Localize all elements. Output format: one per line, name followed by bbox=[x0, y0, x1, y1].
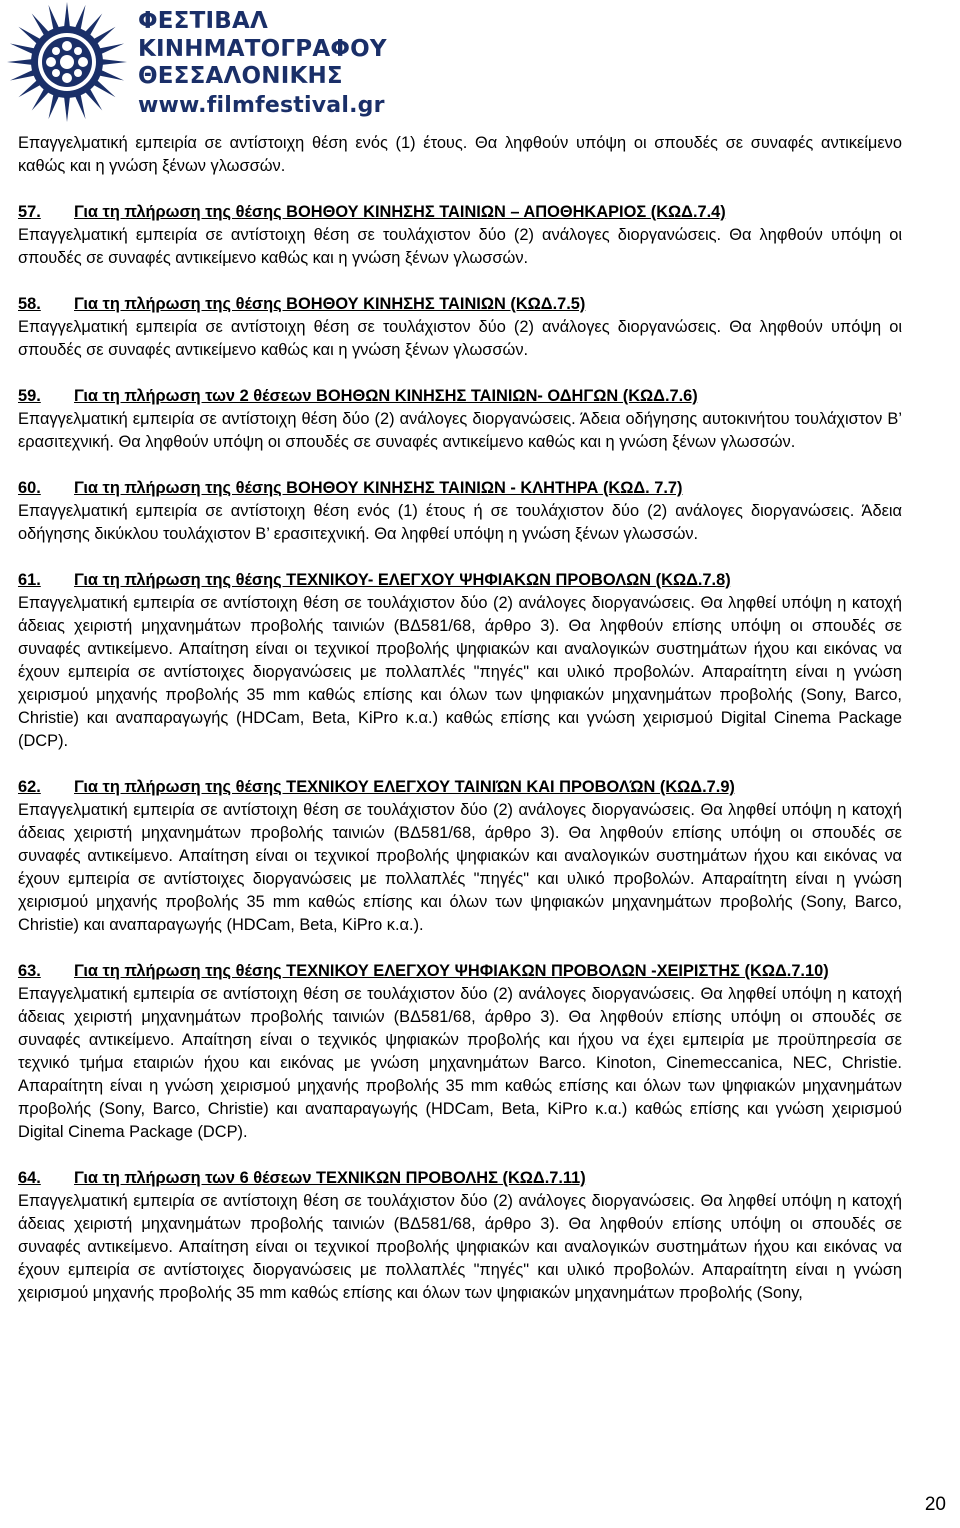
section-title: Για τη πλήρωση της θέσης ΤΕΧΝΙΚΟΥ ΕΛΕΓΧΟΥ ΨΗΦΙΑΚΩΝ ΠΡΟΒΟΛΩΝ -ΧΕΙΡΙΣΤΗΣ (ΚΩΔ.7.10) bbox=[74, 962, 829, 980]
festival-url: www.filmfestival.gr bbox=[138, 92, 385, 118]
logo-ray bbox=[10, 43, 36, 54]
section-body: Επαγγελματική εμπειρία σε αντίστοιχη θέση σε τουλάχιστον δύο (2) ανάλογες διοργανώσεις. Θα ληφθεί υπόψη η κατοχή άδειας χειριστή μηχανημάτων προβολής ταινιών (ΒΔ581/68, άρθρο 3). Θα ληφθούν επίσης υπόψη οι σπουδές σε συναφές αντικείμενο. Απαίτηση είναι οι τεχνικοί προβολής ψηφιακών και αναλογικών συστημάτων ήχου και εικόνας να έχουν εμπειρία σε αντίστοιχες διοργανώσεις με πολλαπλές "πηγές" και υλικό προβολών. Απαραίτητη είναι η γνώση χειρισμού μηχανής προβολής 35 mm καθώς επίσης και όλων των ψηφιακών μηχανημάτων προβολής (Sony, bbox=[18, 1192, 902, 1302]
section-60 bbox=[18, 477, 902, 546]
section-title: Για τη πλήρωση της θέσης ΒΟΗΘΟΥ ΚΙΝΗΣΗΣ ΤΑΙΝΙΩΝ (ΚΩΔ.7.5) bbox=[74, 295, 586, 313]
section-heading bbox=[18, 477, 902, 500]
logo-ray bbox=[64, 2, 70, 28]
section-title: Για τη πλήρωση της θέσης ΤΕΧΝΙΚΟΥ ΕΛΕΓΧΟΥ ΤΑΙΝΙΏΝ ΚΑΙ ΠΡΟΒΟΛΏΝ (ΚΩΔ.7.9) bbox=[74, 778, 735, 796]
section-58 bbox=[18, 293, 902, 362]
section-body: Επαγγελματική εμπειρία σε αντίστοιχη θέση σε τουλάχιστον δύο (2) ανάλογες διοργανώσεις. Θα ληφθεί υπόψη η κατοχή άδειας χειριστή μηχανημάτων προβολής ταινιών (ΒΔ581/68, άρθρο 3). Θα ληφθούν επίσης υπόψη οι σπουδές σε συναφές αντικείμενο. Απαίτηση είναι οι τεχνικοί προβολής ψηφιακών και αναλογικών συστημάτων ήχου και εικόνας να έχουν εμπειρία σε αντίστοιχες διοργανώσεις με πολλαπλές "πηγές" και υλικό προβολών. Απαραίτητη είναι η γνώση χειρισμού μηχανής προβολής 35 mm καθώς επίσης και όλων των ψηφιακών μηχανημάτων προβολής (Sony, Barco, Christie) και αναπαραγωγής (HDCam, Beta, KiPro κ.α.). bbox=[18, 801, 902, 934]
section-64 bbox=[18, 1167, 902, 1305]
section-number: 57. bbox=[18, 203, 41, 221]
section-number: 58. bbox=[18, 295, 41, 313]
logo-ray bbox=[98, 70, 124, 81]
section-59 bbox=[18, 385, 902, 454]
logo-ray bbox=[101, 59, 127, 65]
section-title: Για τη πλήρωση της θέσης ΒΟΗΘΟΥ ΚΙΝΗΣΗΣ ΤΑΙΝΙΩΝ - ΚΛΗΤΗΡΑ (ΚΩΔ. 7.7) bbox=[74, 479, 683, 497]
section-body: Επαγγελματική εμπειρία σε αντίστοιχη θέση σε τουλάχιστον δύο (2) ανάλογες διοργανώσεις. Θα ληφθεί υπόψη η κατοχή άδειας χειριστή μηχανημάτων προβολής ταινιών (ΒΔ581/68, άρθρο 3). Θα ληφθούν επίσης υπόψη οι σπουδές σε συναφές αντικείμενο. Απαίτηση είναι οι τεχνικοί προβολής ψηφιακών και αναλογικών συστημάτων ήχου και εικόνας να έχουν εμπειρία σε αντίστοιχες διοργανώσεις με πολλαπλές "πηγές" και υλικό προβολών. Απαραίτητη είναι η γνώση χειρισμού μηχανής προβολής 35 mm καθώς επίσης και όλων των ψηφιακών μηχανημάτων προβολής (Sony, Barco, Christie) και αναπαραγωγής (HDCam, Beta, KiPro κ.α.) καθώς επίσης και γνώση χειρισμού Digital Cinema Package (DCP). bbox=[18, 594, 902, 750]
section-heading bbox=[18, 569, 902, 592]
section-number: 63. bbox=[18, 962, 41, 980]
logo-ray bbox=[7, 59, 33, 65]
section-heading bbox=[18, 385, 902, 408]
section-title: Για τη πλήρωση της θέσης ΤΕΧΝΙΚΟΥ- ΕΛΕΓΧΟΥ ΨΗΦΙΑΚΩΝ ΠΡΟΒΟΛΩΝ (ΚΩΔ.7.8) bbox=[74, 571, 731, 589]
logo-ray bbox=[98, 43, 124, 54]
section-body: Επαγγελματική εμπειρία σε αντίστοιχη θέση δύο (2) ανάλογες διοργανώσεις. Άδεια οδήγησης αυτοκινήτου τουλάχιστον Β’ ερασιτεχνική. Θα ληφθούν υπόψη οι σπουδές σε συναφές αντικείμενο καθώς και η γνώση ξένων γλωσσών. bbox=[18, 410, 902, 451]
section-heading bbox=[18, 960, 902, 983]
logo-ray bbox=[48, 5, 59, 31]
intro-paragraph: Επαγγελματική εμπειρία σε αντίστοιχη θέση ενός (1) έτους. Θα ληφθούν υπόψη οι σπουδές σε συναφές αντικείμενο καθώς και η γνώση ξένων γλωσσών. bbox=[18, 134, 902, 175]
section-62 bbox=[18, 776, 902, 937]
section-title: Για τη πλήρωση των 2 θέσεων ΒΟΗΘΩΝ ΚΙΝΗΣΗΣ ΤΑΙΝΙΩΝ- ΟΔΗΓΩΝ (ΚΩΔ.7.6) bbox=[74, 387, 698, 405]
section-heading bbox=[18, 201, 902, 224]
section-number: 60. bbox=[18, 479, 41, 497]
section-heading bbox=[18, 1167, 902, 1190]
section-number: 59. bbox=[18, 387, 41, 405]
section-63 bbox=[18, 960, 902, 1144]
section-body: Επαγγελματική εμπειρία σε αντίστοιχη θέση σε τουλάχιστον δύο (2) ανάλογες διοργανώσεις. Θα ληφθούν υπόψη οι σπουδές σε συναφές αντικείμενο καθώς και η γνώση ξένων γλωσσών. bbox=[18, 226, 902, 267]
page-number: 20 bbox=[924, 1494, 946, 1515]
logo-line-1: ΦΕΣΤΙΒΑΛ bbox=[138, 8, 268, 34]
section-number: 64. bbox=[18, 1169, 41, 1187]
section-body: Επαγγελματική εμπειρία σε αντίστοιχη θέση σε τουλάχιστον δύο (2) ανάλογες διοργανώσεις. Θα ληφθούν υπόψη οι σπουδές σε συναφές αντικείμενο καθώς και η γνώση ξένων γλωσσών. bbox=[18, 318, 902, 359]
logo-ray bbox=[64, 96, 70, 122]
section-body: Επαγγελματική εμπειρία σε αντίστοιχη θέση ενός (1) έτους ή σε τουλάχιστον δύο (2) ανάλογες διοργανώσεις. Άδεια οδήγησης δικύκλου τουλάχιστον Β’ ερασιτεχνική. Θα ληφθεί υπόψη η γνώση ξένων γλωσσών. bbox=[18, 502, 902, 543]
section-body: Επαγγελματική εμπειρία σε αντίστοιχη θέση σε τουλάχιστον δύο (2) ανάλογες διοργανώσεις. Θα ληφθεί υπόψη η κατοχή άδειας χειριστή μηχανημάτων προβολής ταινιών (ΒΔ581/68, άρθρο 3). Θα ληφθούν επίσης υπόψη οι σπουδές σε συναφές αντικείμενο. Απαίτηση είναι ο τεχνικός ψηφιακών προβολής και ήχου να έχει εμπειρία με προϋπηρεσία σε τεχνικό τμήμα εταιριών ήχου και εικόνας με γνώση μηχανημάτων Barco. Kinoton, Cinemeccanica, NEC, Christie. Απαραίτητη είναι η γνώση χειρισμού μηχανής προβολής 35 mm καθώς επίσης και όλων των ψηφιακών μηχανημάτων προβολής (Sony, Barco, Christie) και αναπαραγωγής (HDCam, Beta, KiPro κ.α.) καθώς επίσης και γνώση χειρισμού Digital Cinema Package (DCP). bbox=[18, 985, 902, 1141]
section-57 bbox=[18, 201, 902, 270]
section-heading bbox=[18, 293, 902, 316]
festival-logo-text bbox=[138, 8, 387, 119]
logo-line-3: ΘΕΣΣΑΛΟΝΙΚΗΣ bbox=[138, 63, 343, 89]
logo-ray bbox=[75, 93, 86, 119]
logo-ray bbox=[10, 70, 36, 81]
logo-ray bbox=[75, 5, 86, 31]
sun-reel-logo-icon bbox=[4, 0, 130, 124]
logo-line-2: ΚΙΝΗΜΑΤΟΓΡΑΦΟΥ bbox=[138, 35, 387, 62]
section-61 bbox=[18, 569, 902, 753]
section-title: Για τη πλήρωση της θέσης ΒΟΗΘΟΥ ΚΙΝΗΣΗΣ ΤΑΙΝΙΩΝ – ΑΠΟΘΗΚΑΡΙΟΣ (ΚΩΔ.7.4) bbox=[74, 203, 726, 221]
page-header bbox=[0, 0, 400, 126]
section-number: 61. bbox=[18, 571, 41, 589]
section-heading bbox=[18, 776, 902, 799]
document-body bbox=[18, 132, 902, 1305]
logo-ray bbox=[48, 93, 59, 119]
section-number: 62. bbox=[18, 778, 41, 796]
section-title: Για τη πλήρωση των 6 θέσεων ΤΕΧΝΙΚΩΝ ΠΡΟΒΟΛΗΣ (ΚΩΔ.7.11) bbox=[74, 1169, 586, 1187]
